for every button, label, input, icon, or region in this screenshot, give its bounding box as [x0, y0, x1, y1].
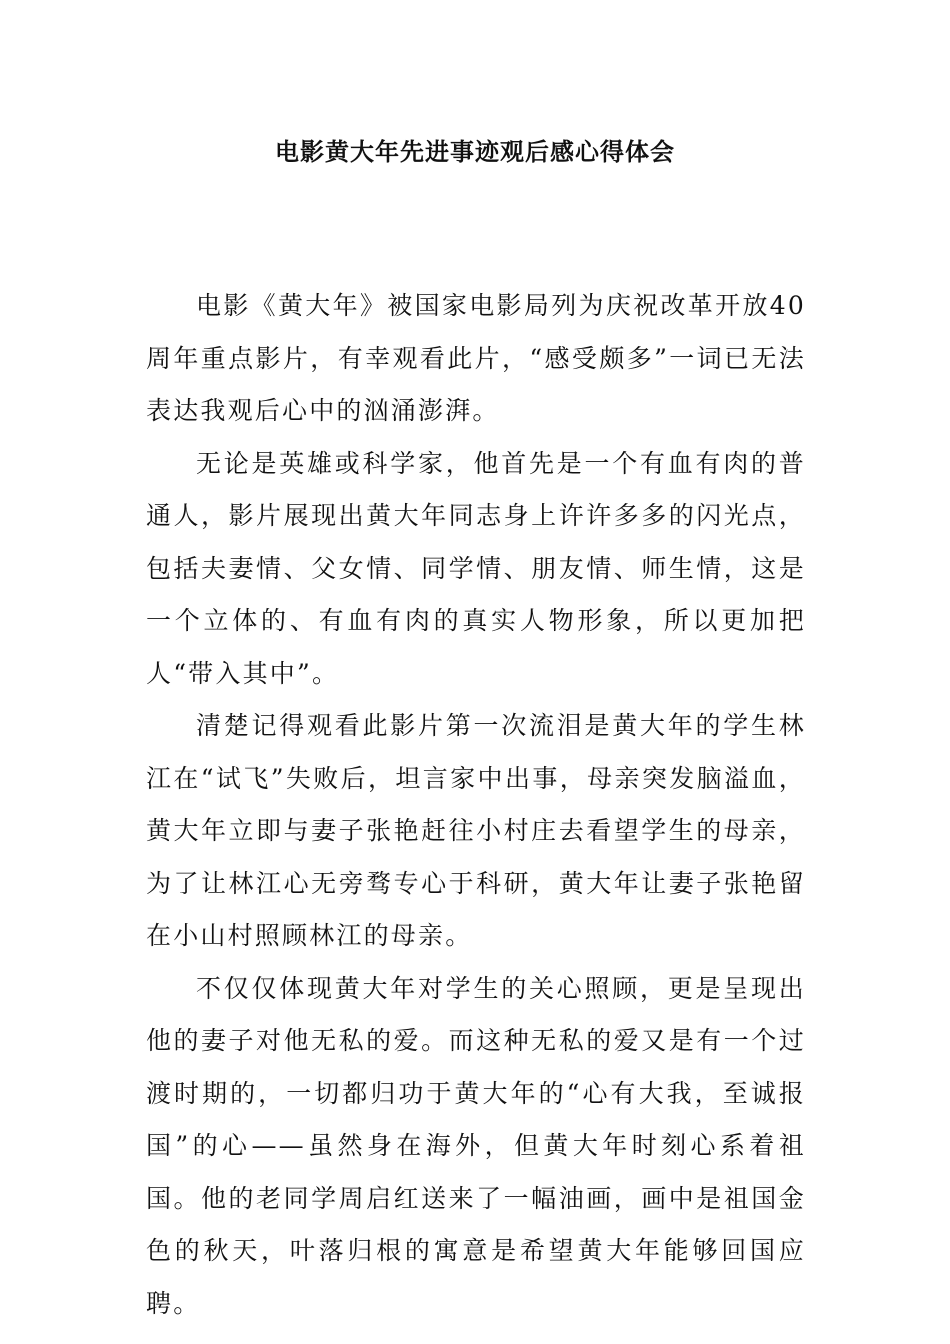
paragraph-1: 电影《黄大年》被国家电影局列为庆祝改革开放40周年重点影片，有幸观看此片，“感受颇多”一词已无法表达我观后心中的汹涌澎湃。	[146, 291, 806, 425]
document-body	[146, 280, 806, 1330]
paragraph-4: 不仅仅体现黄大年对学生的关心照顾，更是呈现出他的妻子对他无私的爱。而这种无私的爱又是有一个过渡时期的，一切都归功于黄大年的“心有大我，至诚报国”的心——虽然身在海外，但黄大年时刻心系着祖国。他的老同学周启红送来了一幅油画，画中是祖国金色的秋天，叶落归根的寓意是希望黄大年能够回国应聘。	[146, 973, 806, 1318]
paragraph-2: 无论是英雄或科学家，他首先是一个有血有肉的普通人，影片展现出黄大年同志身上许许多多的闪光点，包括夫妻情、父女情、同学情、朋友情、师生情，这是一个立体的、有血有肉的真实人物形象，所以更加把人“带入其中”。	[146, 448, 806, 688]
paragraph-3: 清楚记得观看此影片第一次流泪是黄大年的学生林江在“试飞”失败后，坦言家中出事，母亲突发脑溢血，黄大年立即与妻子张艳赶往小村庄去看望学生的母亲，为了让林江心无旁骛专心于科研，黄大年让妻子张艳留在小山村照顾林江的母亲。	[146, 711, 806, 950]
document-title: 电影黄大年先进事迹观后感心得体会	[275, 138, 675, 166]
